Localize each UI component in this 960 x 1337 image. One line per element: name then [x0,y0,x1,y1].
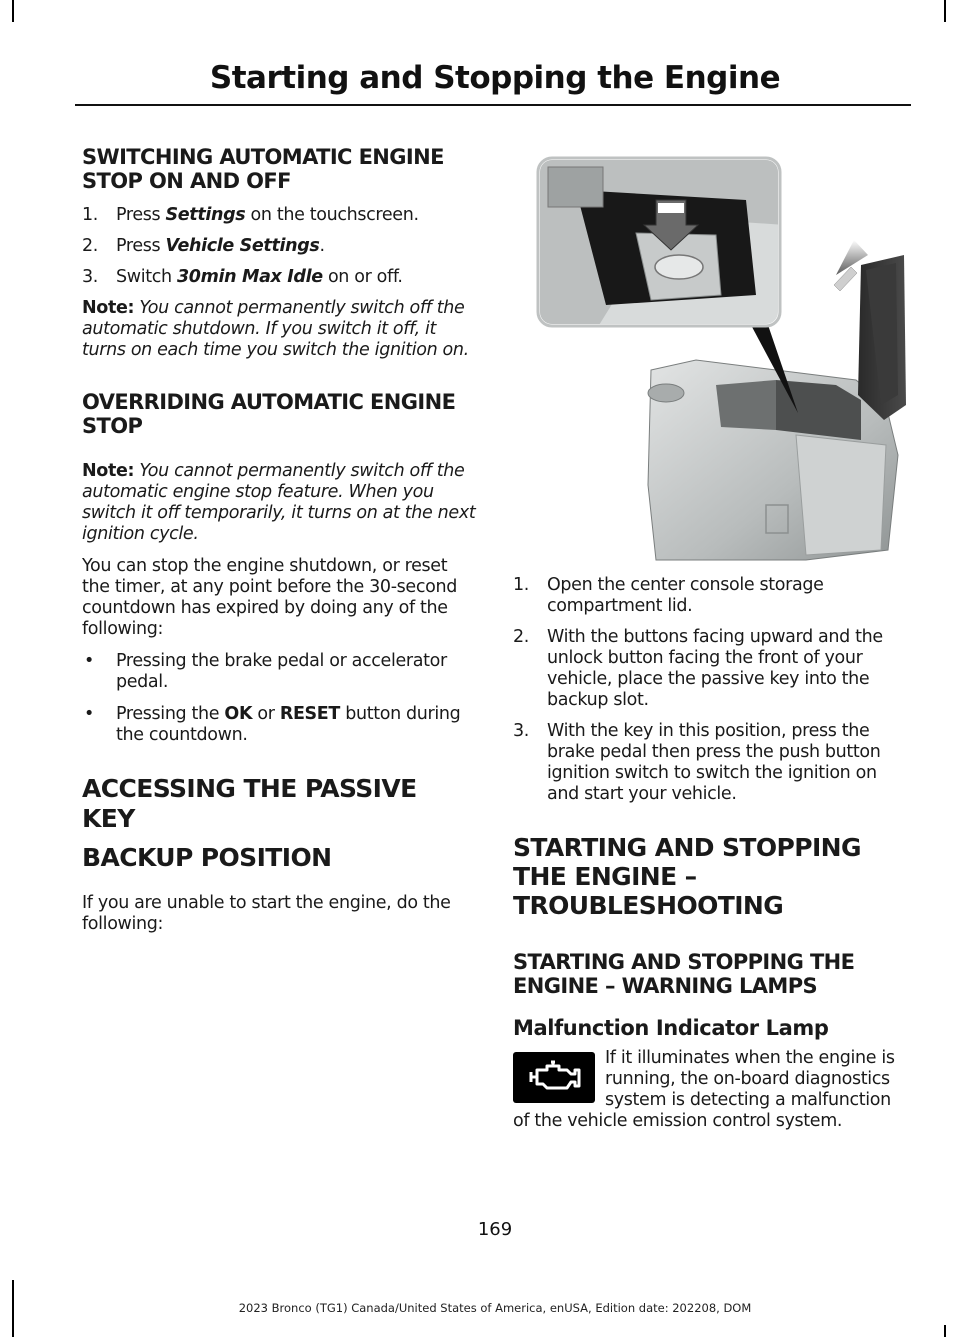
list-item [82,205,477,226]
header-rule [75,104,911,106]
console-illustration [536,155,906,565]
step-number: 3. [513,721,529,741]
bullet: • [84,704,94,724]
section-title-troubleshooting [513,833,908,920]
step-number: 1. [82,205,98,225]
left-column [82,145,477,935]
right-column [513,575,908,1041]
note-text: You cannot permanently switch off the automatic shutdown. If you switch it off, it turns on each time you switch the ignition on. [82,298,469,360]
note-automatic-shutdown [82,298,477,361]
bullet-text: Pressing the brake pedal or accelerator pedal. [116,651,447,692]
passive-key-steps [513,575,908,805]
heading-line: ACCESSING THE PASSIVE KEY [82,774,417,833]
section-title-switching: SWITCHING AUTOMATIC ENGINE STOP ON AND OFF [82,145,444,193]
icon-spacer [513,1048,605,1110]
step-text: Switch [116,267,177,287]
step-number: 3. [82,267,98,287]
step-number: 1. [513,575,529,595]
paragraph-mil [513,1048,908,1132]
list-item [513,721,908,805]
heading-line: THE ENGINE – [513,862,697,891]
page-number: 169 [477,1219,513,1240]
bullet-text: button during the countdown. [116,704,461,745]
note-text: You cannot permanently switch off the automatic engine stop feature. When you switch it off temporarily, it turns on at the next ignition cycle. [82,461,476,544]
page-header-title: Starting and Stopping the Engine [209,60,781,96]
step-text: Press [116,205,166,225]
override-bullets [82,651,477,746]
crop-mark-top-left-v [12,0,14,22]
step-text: on or off. [322,267,403,287]
note-label: Note: [82,298,135,318]
step-text: . [319,236,325,256]
bullet-text: Pressing the [116,704,225,724]
crop-mark-top-right-v [944,0,946,22]
list-item [82,236,477,257]
heading-line: TROUBLESHOOTING [513,891,784,920]
step-number: 2. [513,627,529,647]
section-title-overriding: OVERRIDING AUTOMATIC ENGINE STOP [82,390,456,438]
step-number: 2. [82,236,98,256]
ui-term: Vehicle Settings [165,236,320,256]
crop-mark-bottom-right-v [944,1325,946,1337]
note-engine-stop [82,461,477,545]
bullet: • [84,651,94,671]
list-item [82,704,477,746]
step-text: on the touchscreen. [245,205,419,225]
switching-steps [82,205,477,288]
section-title-warning-lamps: STARTING AND STOPPING THE ENGINE – WARNING LAMPS [513,950,855,998]
paragraph-text: If it illuminates when the engine is running, the on-board diagnostics system is detecting a malfunction of the vehicle emission control system. [513,1048,895,1131]
ui-term: OK [224,704,253,724]
paragraph-passive-key: If you are unable to start the engine, do the following: [82,893,451,934]
paragraph-override: You can stop the engine shutdown, or reset the timer, at any point before the 30-second countdown has expired by doing any of the following: [82,556,457,639]
step-text: Press [116,236,166,256]
list-item [513,627,908,711]
ui-term: Settings [165,205,246,225]
step-text: Open the center console storage compartment lid. [547,575,824,616]
section-title-passive-key [82,774,477,873]
step-text: With the key in this position, press the brake pedal then press the push button ignition switch to switch the ignition on and start your vehicle. [547,721,881,804]
subsection-title-mil: Malfunction Indicator Lamp [513,1016,829,1040]
step-text: With the buttons facing upward and the unlock button facing the front of your vehicle, place the passive key into the backup slot. [547,627,883,710]
list-item [513,575,908,617]
heading-line: STARTING AND STOPPING [513,833,861,862]
list-item [82,267,477,288]
ui-term: RESET [279,704,340,724]
lamp-paragraph-wrap [513,1048,908,1132]
bullet-text: or [252,704,280,724]
heading-line: BACKUP POSITION [82,843,332,872]
footer-edition: 2023 Bronco (TG1) Canada/United States of America, enUSA, Edition date: 202208, DOM [238,1301,752,1315]
ui-term: 30min Max Idle [176,267,323,287]
note-label: Note: [82,461,135,481]
list-item [82,651,477,693]
